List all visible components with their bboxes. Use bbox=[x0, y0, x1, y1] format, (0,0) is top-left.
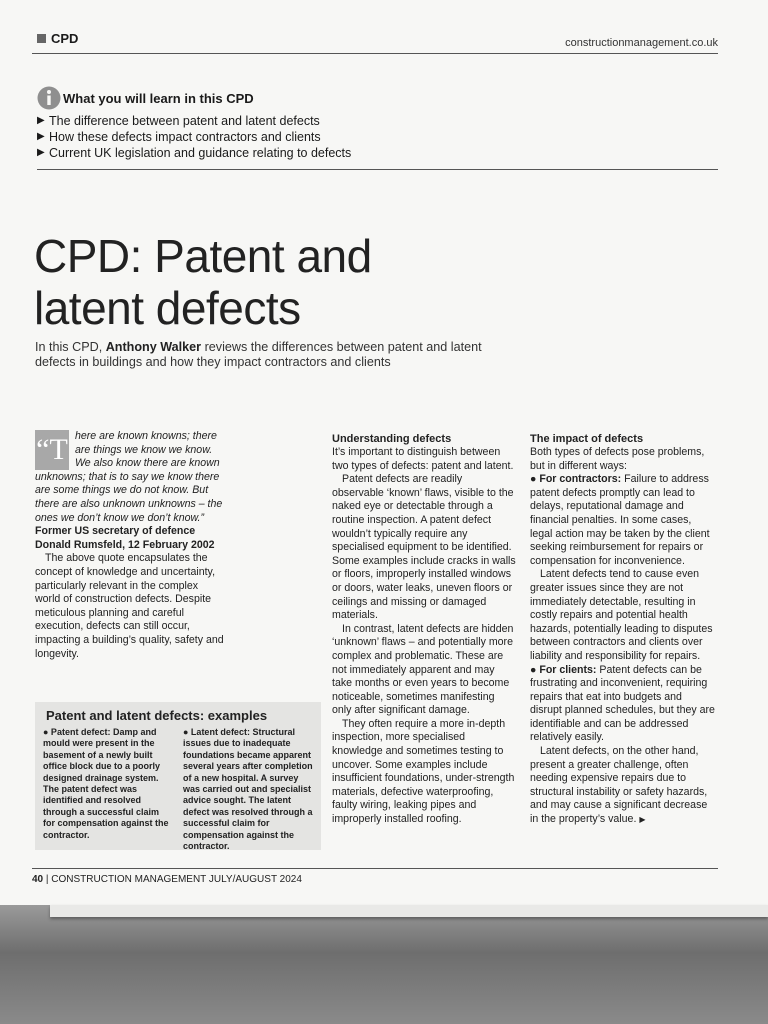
learn-item: ▶ The difference between patent and latent defects bbox=[37, 114, 320, 128]
scan-background bbox=[0, 905, 768, 1024]
body-paragraph: It’s important to distinguish between two types of defects: patent and latent. bbox=[332, 446, 514, 472]
magazine-name: CONSTRUCTION MANAGEMENT bbox=[51, 874, 207, 885]
footer-rule bbox=[32, 868, 718, 869]
learn-item: ▶ Current UK legislation and guidance relating to defects bbox=[37, 146, 352, 160]
patent-example: ● Patent defect: Damp and mould were present in the basement of a newly built office block due to a poorly designed drainage system. The patent defect was identified and resolved through a successful claim for compensation against the contractor. bbox=[43, 727, 169, 840]
info-icon bbox=[37, 86, 61, 110]
column-3 bbox=[530, 432, 716, 827]
next-page-edge bbox=[50, 905, 768, 917]
bullet-triangle-icon: ▶ bbox=[37, 131, 45, 142]
body-paragraph: They often require a more in-depth inspection, more specialised knowledge and sometimes testing to uncover. Some examples include insufficient foundations, under-strength materials, defective waterproofing, faulty wiring, leaking pipes and improperly installed roofing. bbox=[332, 717, 515, 826]
body-paragraph: Patent defects are readily observable ‘known’ flaws, visible to the naked eye or detectable through a routine inspection. A patent defect wouldn’t typically require any specialised equipment to be identified. Some examples include cracks in walls or floors, improperly installed windows or doors, water leaks, uneven floors or ceilings and missing or damaged materials. bbox=[332, 473, 516, 622]
author-name: Anthony Walker bbox=[105, 340, 202, 354]
section-square-icon bbox=[37, 34, 46, 43]
body-paragraph: Both types of defects pose problems, but in different ways: bbox=[530, 446, 705, 472]
understanding-heading: Understanding defects bbox=[332, 433, 452, 445]
examples-title: Patent and latent defects: examples bbox=[46, 708, 268, 723]
learn-rule bbox=[37, 169, 718, 170]
clients-paragraph: ● For clients: Patent defects can be frustrating and inconvenient, requiring repairs that eat into budgets and disrupt planned schedules, but they are identifiable and can be addressed relatively easily. bbox=[530, 663, 715, 744]
body-paragraph: Latent defects tend to cause even greater issues since they are not immediately detectable, resulting in costly repairs and potential health hazards, potentially leading to disputes between contractors and clients over liability and responsibility for repairs. bbox=[530, 568, 713, 662]
quote-attribution-name: Donald Rumsfeld, 12 February 2002 bbox=[35, 538, 215, 551]
continue-arrow-icon: ▶ bbox=[639, 815, 646, 825]
column-2 bbox=[332, 432, 516, 827]
learning-objectives bbox=[37, 86, 717, 161]
section-label: CPD bbox=[51, 31, 79, 46]
bullet-triangle-icon: ▶ bbox=[37, 147, 45, 158]
examples-box bbox=[35, 702, 321, 850]
drop-cap: “T bbox=[35, 430, 69, 470]
impact-heading: The impact of defects bbox=[530, 433, 644, 445]
article-title: CPD: Patent and latent defects bbox=[34, 230, 372, 334]
standfirst: In this CPD, Anthony Walker reviews the differences between patent and latent defects in buildings and how they impact contractors and clients bbox=[35, 340, 482, 369]
latent-example: ● Latent defect: Structural issues due to inadequate foundations became apparent several years after completion of a new hospital. A survey was carried out and specialist advice sought. The latent defect was resolved through a successful claim for compensation against the contractor. bbox=[183, 727, 313, 852]
learn-item: ▶ How these defects impact contractors and clients bbox=[37, 130, 321, 144]
header-rule bbox=[32, 53, 718, 54]
body-paragraph: The above quote encapsulates the concept of knowledge and uncertainty, particularly relevant in the complex world of construction defects. Despite meticulous planning and careful execution, defects can still occur, impacting a building’s quality, safety and longevity. bbox=[35, 552, 224, 660]
section-tag bbox=[37, 31, 78, 46]
quote-attribution-role: Former US secretary of defence bbox=[35, 525, 196, 538]
column-1 bbox=[35, 430, 225, 661]
body-paragraph: Latent defects, on the other hand, present a greater challenge, often needing expensive repairs due to structural instability or safety hazards, and may cause a significant decrease in the property’s value. ▶ bbox=[530, 745, 708, 826]
contractors-paragraph: ● For contractors: Failure to address patent defects promptly can lead to delays, reputational damage and financial penalties. In some cases, legal action may be taken by the client seeking reimbursement for repairs or compensation for inconvenience. bbox=[530, 473, 710, 567]
issue-date: JULY/AUGUST 2024 bbox=[208, 874, 302, 885]
site-url: constructionmanagement.co.uk bbox=[565, 37, 718, 49]
body-paragraph: In contrast, latent defects are hidden ‘unknown’ flaws – and potentially more complex and problematic. These are not immediately apparent and may take months or even years to become noticeable, sometimes manifesting only after significant damage. bbox=[332, 622, 514, 717]
bullet-triangle-icon: ▶ bbox=[37, 115, 45, 126]
learn-heading: What you will learn in this CPD bbox=[63, 90, 254, 106]
page-number: 40 bbox=[32, 874, 44, 885]
page-footer: 40 | CONSTRUCTION MANAGEMENT JULY/AUGUST 2024 bbox=[32, 874, 302, 885]
pull-quote: here are known knowns; there are things we know we know. We also know there are known unknowns; that is to say we know there are some things we do not know. But there are also unknown unknowns – the ones we don’t know we don’t know.” bbox=[35, 430, 223, 524]
